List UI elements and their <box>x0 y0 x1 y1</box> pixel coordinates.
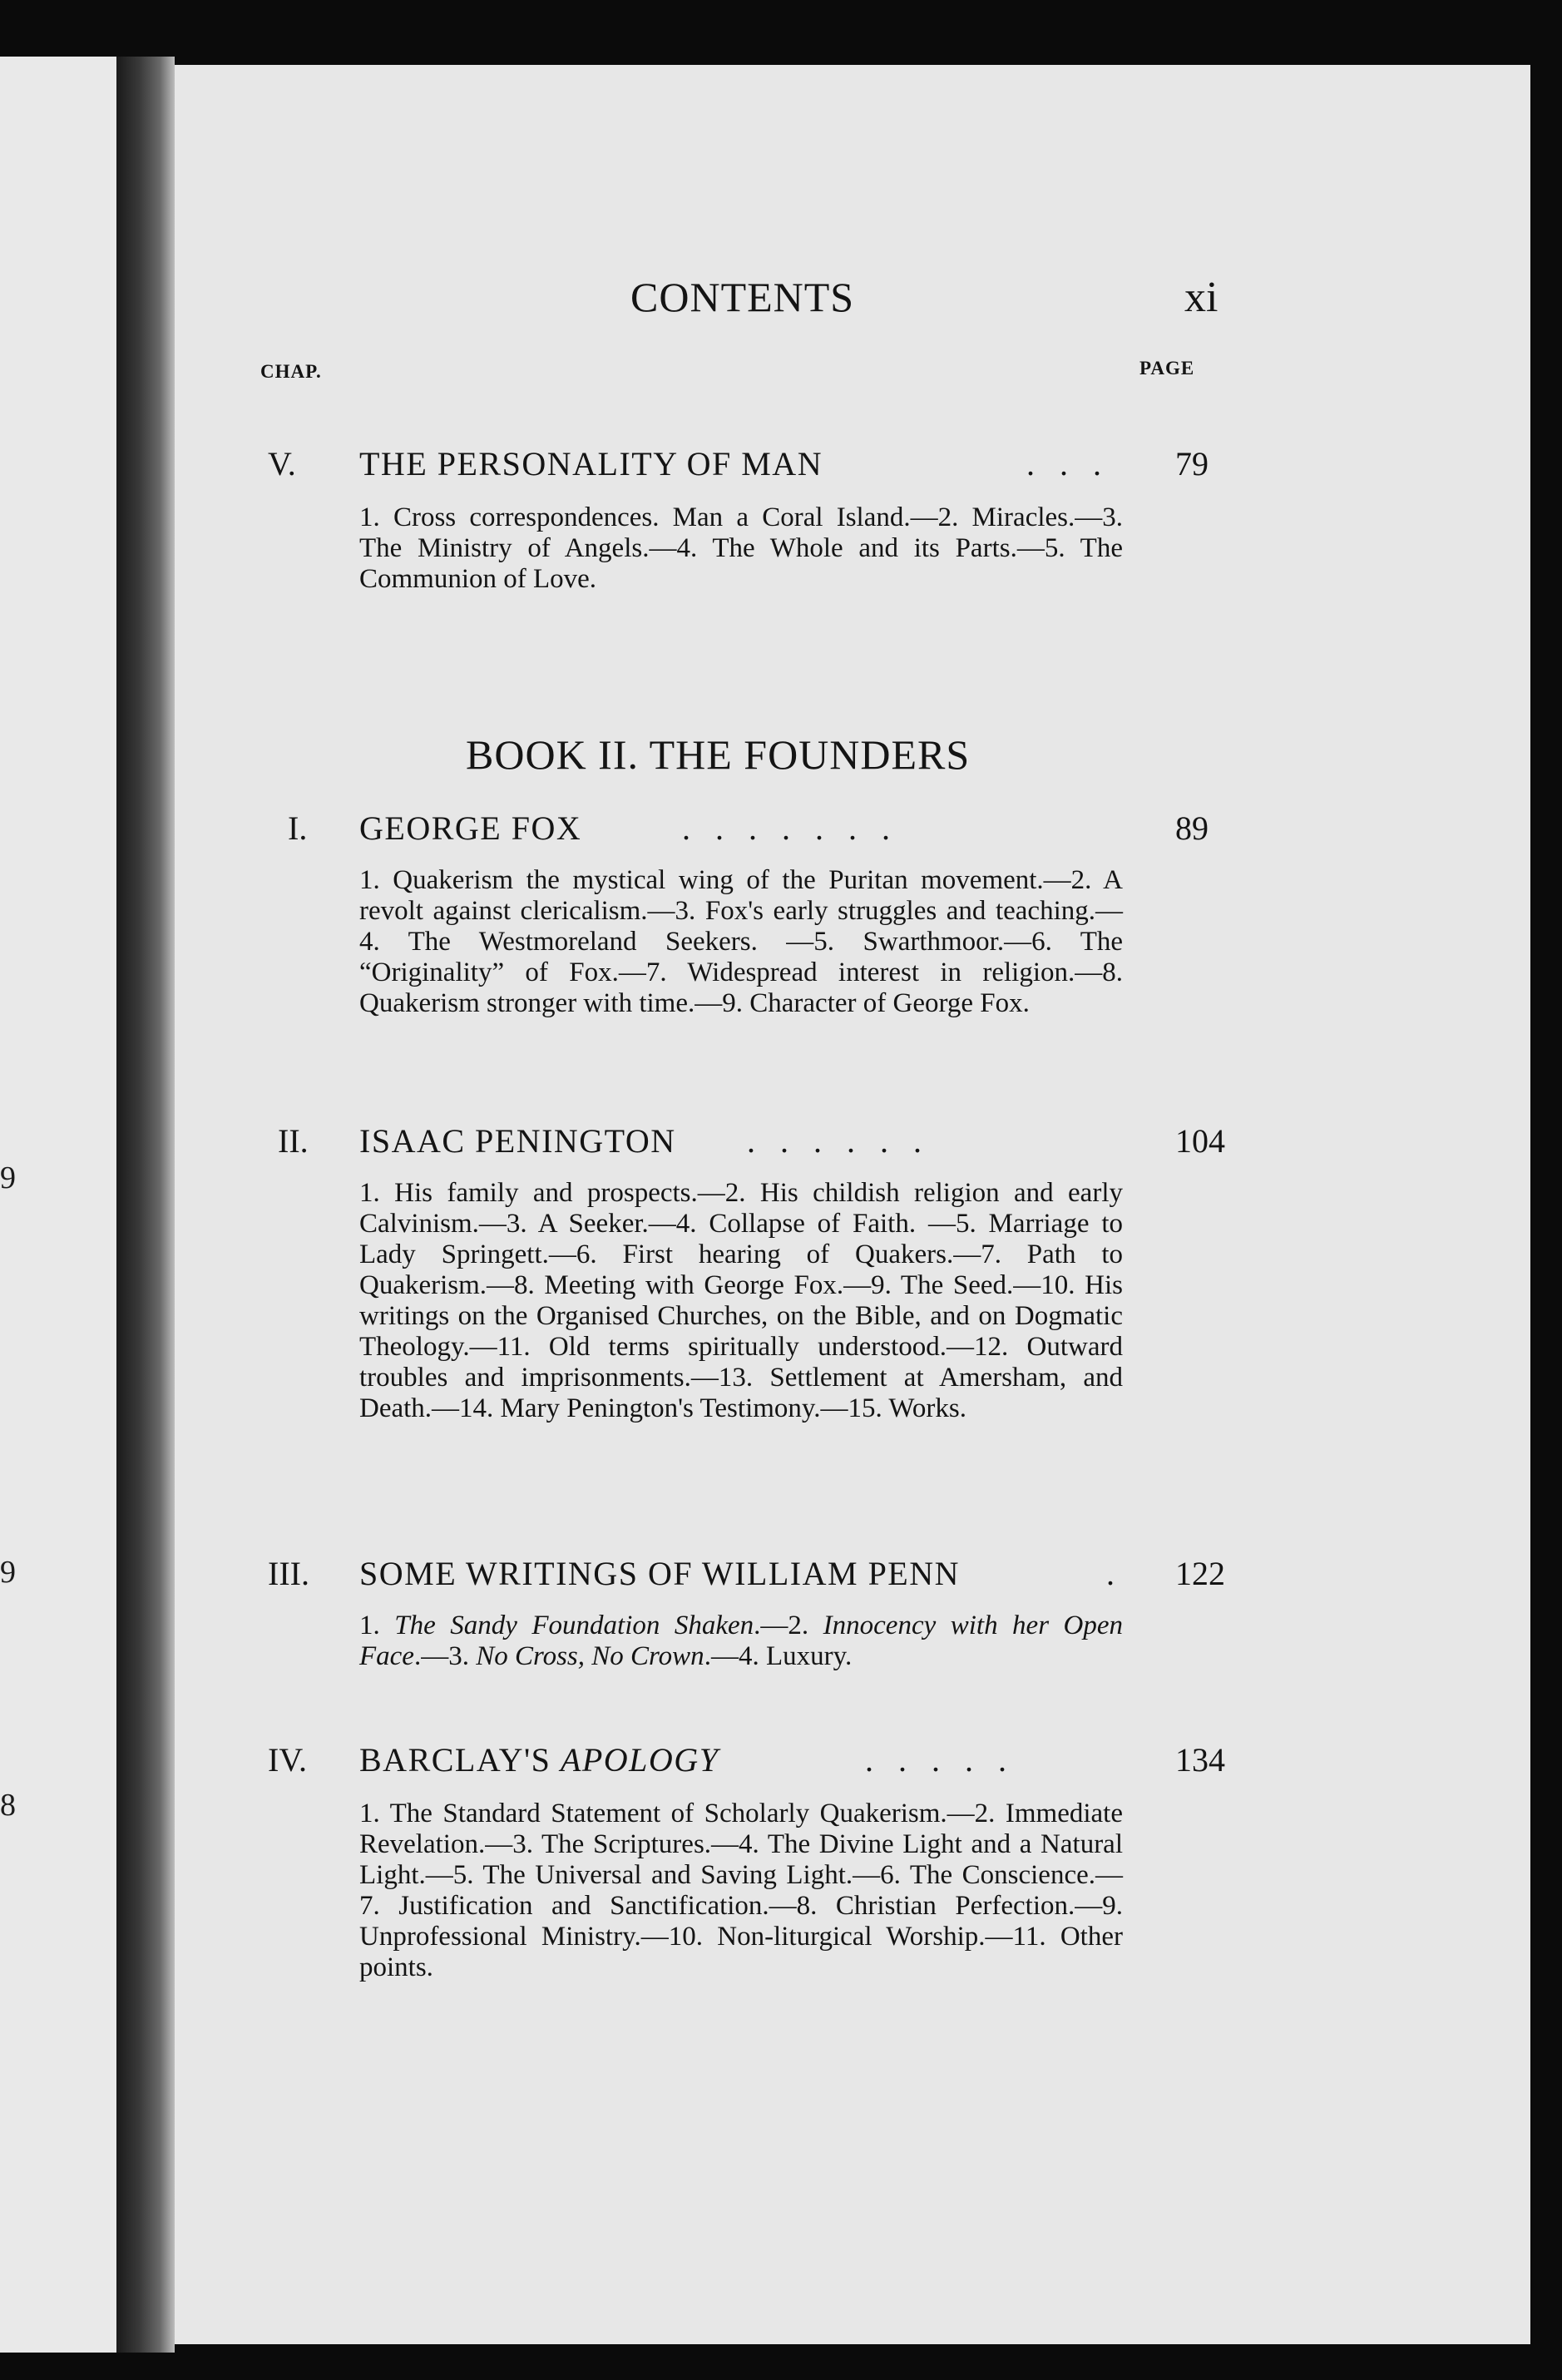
chapter-title-plain: BARCLAY'S <box>359 1741 561 1779</box>
book-title-italic: Innocency with her Open Face <box>359 1611 1124 1671</box>
chapter-summary: 1. The Standard Statement of Scholarly Quakerism.—2. Immediate Revelation.—3. The Scriptures.—4. The Divine Light and a Natural Light.—5. The Universal and Saving Light.—6. The Conscience.—7. Justification and Sanctification.—8. Christian Perfection.—9. Unprofessional Ministry.—10. Non-liturgical Worship.—11. Other points. <box>359 1799 1123 1982</box>
running-header-title: CONTENTS <box>630 274 855 320</box>
edge-mark: 8 <box>0 1788 16 1823</box>
chapter-summary <box>359 1611 1123 1672</box>
page-number: 104 <box>1175 1122 1225 1160</box>
book-spine-shadow <box>116 57 175 2353</box>
book-title-italic: No Cross, No Crown <box>476 1641 704 1671</box>
dot-leader: ....... <box>682 809 915 847</box>
page-number: 89 <box>1175 809 1209 847</box>
chapter-summary: 1. Quakerism the mystical wing of the Puritan movement.—2. A revolt against clericalism.—3. Fox's early struggles and teaching.—4. The Westmoreland Seekers. —5. Swarthmoor.—6. The “Originality” of Fox.—7. Widespread interest in religion.—8. Quakerism stronger with time.—9. Character of George Fox. <box>359 865 1123 1018</box>
left-page-edge <box>0 57 125 2353</box>
summary-part: .—4. Luxury. <box>704 1641 853 1671</box>
chapter-summary: 1. His family and prospects.—2. His childish religion and early Calvinism.—3. A Seeker.—4. Collapse of Faith. —5. Marriage to Lady Springett.—6. First hearing of Quakers.—7. Path to Quakerism.—8. Meeting with George Fox.—9. The Seed.—10. His writings on the Organised Churches, on the Bible, and on Dogmatic Theology.—11. Old terms spiritually understood.—12. Outward troubles and imprisonments.—13. Settlement at Amersham, and Death.—14. Mary Penington's Testimony.—15. Works. <box>359 1178 1123 1423</box>
chapter-title: GEORGE FOX <box>359 809 582 847</box>
book-title-italic: The Sandy Foundation Shaken <box>394 1611 754 1640</box>
page-number: 79 <box>1175 445 1209 482</box>
dot-leader: ..... <box>865 1741 1031 1779</box>
edge-mark: 9 <box>0 1555 16 1590</box>
chapter-column-label: CHAP. <box>260 361 322 382</box>
chapter-number: II. <box>278 1122 309 1160</box>
dot-leader: ...... <box>747 1122 947 1160</box>
contents-page <box>175 65 1530 2344</box>
book-heading: BOOK II. THE FOUNDERS <box>466 731 971 778</box>
chapter-title: SOME WRITINGS OF WILLIAM PENN <box>359 1555 961 1592</box>
chapter-title <box>359 1740 719 1779</box>
edge-mark: 9 <box>0 1160 16 1195</box>
page-number: 134 <box>1175 1741 1225 1779</box>
chapter-number: V. <box>268 445 296 482</box>
chapter-title: ISAAC PENINGTON <box>359 1122 676 1160</box>
summary-part: .—2. <box>754 1611 823 1640</box>
summary-part: 1. <box>359 1611 395 1640</box>
chapter-number: IV. <box>268 1741 308 1779</box>
chapter-title-italic: APOLOGY <box>560 1741 719 1779</box>
chapter-number: III. <box>268 1555 309 1592</box>
page-column-label: PAGE <box>1139 358 1195 379</box>
summary-part: .—3. <box>413 1641 477 1671</box>
dot-leader: ... <box>1026 445 1126 482</box>
dot-leader: . <box>1106 1555 1139 1592</box>
page-number: 122 <box>1175 1555 1225 1592</box>
chapter-number: I. <box>288 809 308 847</box>
chapter-summary: 1. Cross correspondences. Man a Coral Island.—2. Miracles.—3. The Ministry of Angels.—4. The Whole and its Parts.—5. The Communion of Love. <box>359 502 1123 594</box>
chapter-title: THE PERSONALITY OF MAN <box>359 445 823 482</box>
page-folio: xi <box>1184 274 1218 321</box>
